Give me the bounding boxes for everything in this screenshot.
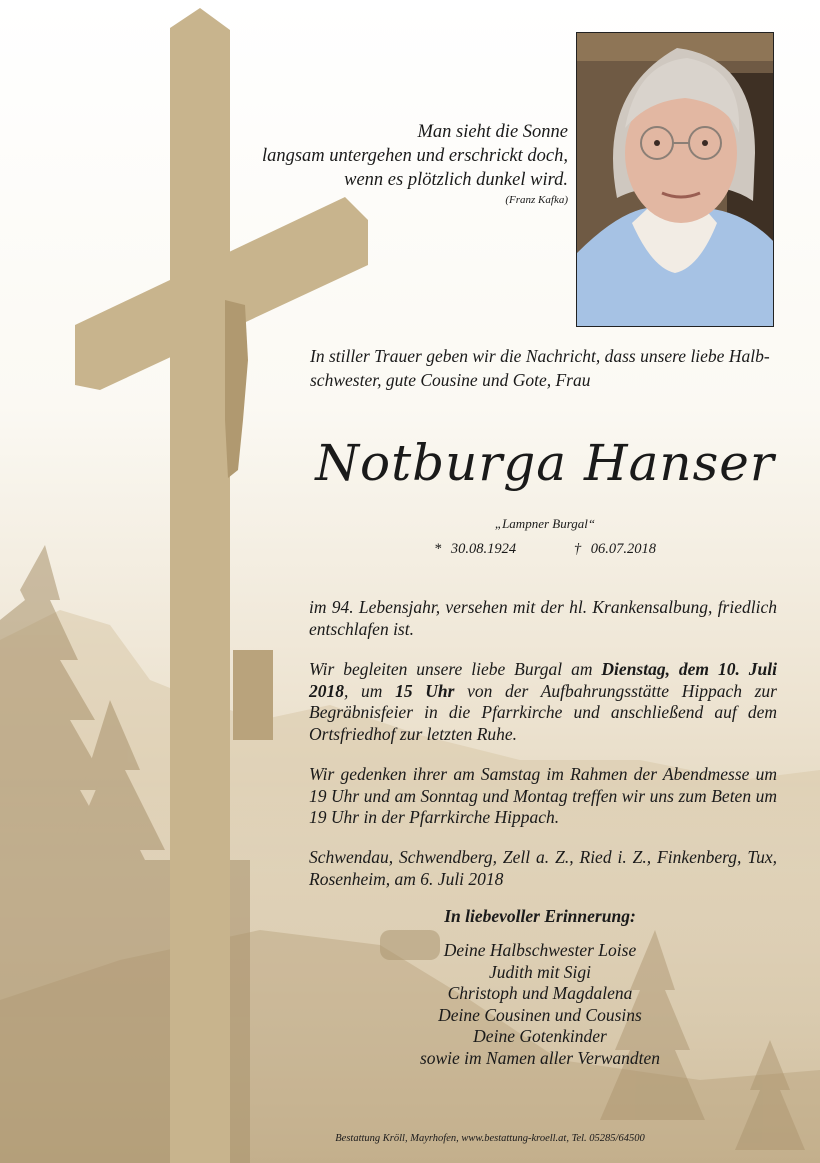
intro-text bbox=[310, 344, 778, 392]
deceased-nickname: „Lampner Burgal“ bbox=[494, 516, 596, 531]
funeral-text: , um bbox=[344, 680, 396, 701]
relatives-list bbox=[330, 940, 750, 1070]
portrait-photo bbox=[576, 32, 774, 327]
quote-line: langsam untergehen und erschrickt doch, bbox=[261, 146, 568, 166]
intro-line-1: In stiller Trauer geben wir die Nachricht, dass unsere liebe Halb- bbox=[310, 346, 770, 366]
life-dates bbox=[300, 541, 790, 558]
relative-item: Deine Gotenkinder bbox=[473, 1026, 607, 1047]
relative-item: Judith mit Sigi bbox=[488, 961, 592, 982]
birth-date: * 30.08.1924 bbox=[434, 541, 517, 557]
crucifix-figure-icon bbox=[225, 300, 248, 478]
deceased-name: Notburga Hanser bbox=[315, 434, 775, 492]
relative-item: Deine Halbschwester Loise bbox=[443, 940, 637, 960]
relative-item: Christoph und Magdalena bbox=[447, 983, 633, 1004]
funeral-paragraph bbox=[309, 659, 777, 745]
funeral-home-footer: Bestattung Kröll, Mayrhofen, www.bestattung-kroell.at, Tel. 05285/64500 bbox=[335, 1133, 645, 1144]
memory-heading: In liebevoller Erinnerung: bbox=[444, 906, 636, 926]
funeral-date: Dienstag, dem 10. Juli 2018 bbox=[309, 659, 777, 701]
relative-item: Deine Cousinen und Cousins bbox=[438, 1004, 642, 1025]
relative-item: sowie im Namen aller Verwandten bbox=[419, 1047, 661, 1068]
age-paragraph: im 94. Lebensjahr, versehen mit der hl. Krankensalbung, friedlich entschlafen ist. bbox=[309, 597, 777, 639]
mass-paragraph: Wir gedenken ihrer am Samstag im Rahmen der Abendmesse um 19 Uhr und am Sonntag und Montag treffen wir uns zum Beten um 19 Uhr in der Pfarrkirche Hippach. bbox=[309, 764, 777, 827]
death-date: † 06.07.2018 bbox=[573, 541, 656, 557]
quote-line: Man sieht die Sonne bbox=[417, 122, 568, 142]
place-paragraph: Schwendau, Schwendberg, Zell a. Z., Ried i. Z., Finkenberg, Tux, Rosenheim, am 6. Juli 2018 bbox=[309, 847, 777, 889]
funeral-text: von der Aufbahrungsstätte Hippach zur Begräbnisfeier in die Pfarrkirche und anschließend auf dem Ortsfriedhof zur letzten Ruhe. bbox=[309, 680, 777, 744]
intro-line-2: schwester, gute Cousine und Gote, Frau bbox=[310, 370, 591, 390]
funeral-time: 15 Uhr bbox=[395, 680, 455, 701]
quote-line: wenn es plötzlich dunkel wird. bbox=[344, 170, 568, 190]
kafka-quote bbox=[225, 120, 568, 208]
funeral-text: Wir begleiten unsere liebe Burgal am bbox=[309, 659, 602, 679]
quote-author: (Franz Kafka) bbox=[505, 194, 568, 206]
